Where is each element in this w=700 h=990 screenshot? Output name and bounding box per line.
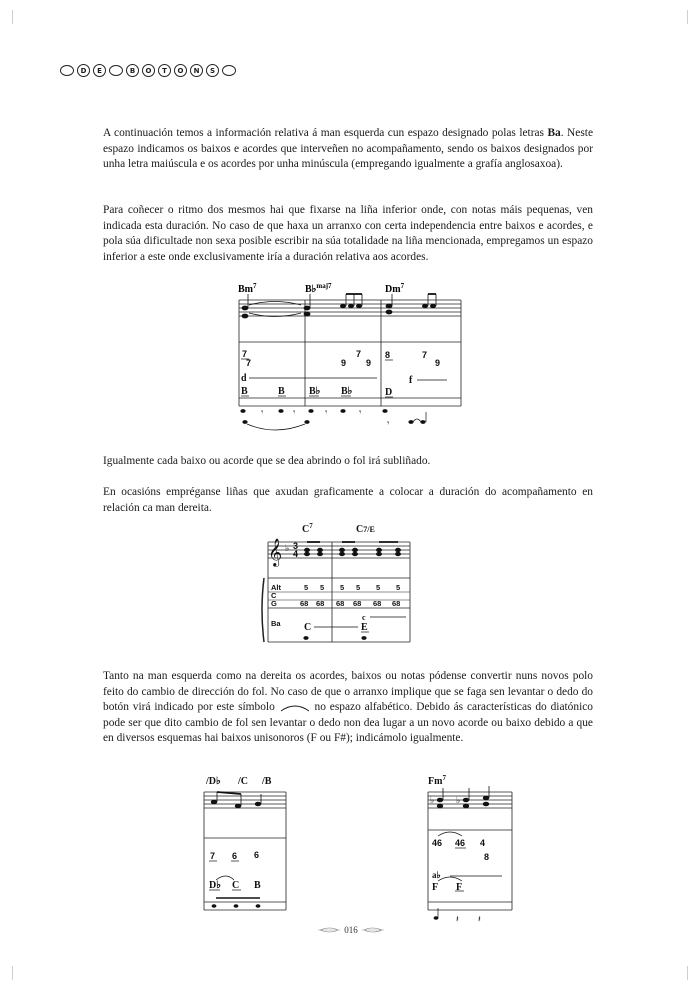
- bass-lines: [314, 617, 406, 632]
- svg-text:C7/E: [356, 524, 375, 535]
- button-number: 4: [480, 838, 486, 848]
- button-number: 5: [376, 583, 381, 592]
- bass-e: E: [361, 622, 368, 633]
- label-g: G: [271, 599, 277, 608]
- svg-text:Dm7: [385, 282, 405, 295]
- button-number: 5: [396, 583, 401, 592]
- bass-chord-c: c: [362, 613, 366, 622]
- figure-4-notation: [420, 772, 520, 932]
- g-numbers: [300, 599, 400, 608]
- svg-text:𝄾: 𝄾: [387, 418, 390, 428]
- bass-chord-d: d: [241, 373, 247, 384]
- tie-symbol-icon: [279, 703, 311, 713]
- button-number: 8: [484, 852, 490, 862]
- paragraph-left-hand-intro: [103, 126, 593, 173]
- button-number: 7: [210, 851, 216, 861]
- chord-superscript: maj7: [316, 282, 332, 290]
- text-span: no espazo alfabético. Debido ás características do diatónico pode ser que dito cambio de fol sen levantar o dedo non dea lugar a un novo acorde ou baixo debido a que en diversos esquemas hai baixos unisonoros (F ou F#); indicámolo igualmente.: [103, 701, 593, 745]
- corner-mark-bottom-right: [674, 966, 688, 980]
- page-number: 016: [344, 925, 358, 935]
- button-number: 9: [341, 358, 347, 368]
- flat-icon: ♭: [285, 543, 290, 553]
- logo-letter: E: [93, 64, 106, 77]
- corner-mark-top-right: [674, 10, 688, 24]
- row-labels: [271, 583, 282, 628]
- button-number: 68: [373, 599, 382, 608]
- chord-slash-b: /B: [262, 776, 272, 787]
- bass-b: B: [254, 880, 261, 891]
- chord-superscript: 7: [253, 282, 257, 290]
- bass-bb: B♭: [341, 386, 353, 397]
- svg-text:𝄾: 𝄾: [261, 407, 264, 417]
- melody-notes: [437, 796, 489, 809]
- rhythm-stems: [247, 412, 426, 430]
- button-number: 7: [356, 349, 362, 359]
- time-sig-top: 3: [293, 541, 299, 551]
- svg-text:B♭maj7: [305, 282, 332, 295]
- button-number: 68: [336, 599, 345, 608]
- paragraph-rhythm: Para coñecer o ritmo dos mesmos hai que fixarse na liña inferior onde, con notas máis pequenas, ven indicada esta duración. No caso de que haxa un arranxo con certa independencia entre baixos e acordes, e pola súa dificultade non sexa posible escribir na súa totalidade na liña mencionada, empregamos un espazo inferior a este onde exclusivamente iría a duración relativa aos acordes.: [103, 204, 593, 263]
- corner-mark-bottom-left: [12, 966, 26, 980]
- button-number: 68: [392, 599, 401, 608]
- button-number: 5: [340, 583, 345, 592]
- button-number: 6: [254, 850, 260, 860]
- figure-2-svg: [258, 520, 428, 645]
- svg-text:Bm7: [238, 282, 257, 295]
- figure-2-notation: [258, 520, 428, 645]
- logo-letter: O: [142, 64, 155, 77]
- chord-fm: Fm: [428, 776, 443, 787]
- staff-lines: [204, 792, 286, 808]
- flat-icon: ♭: [430, 795, 435, 805]
- button-number: 5: [356, 583, 361, 592]
- system-frame: [428, 792, 512, 910]
- chord-superscript: 7: [442, 774, 446, 782]
- chord-c7: C: [302, 524, 310, 535]
- button-number: 68: [353, 599, 362, 608]
- chord-c7e: C: [356, 524, 364, 535]
- bold-term-ba: Ba: [547, 127, 561, 139]
- svg-text:𝄾: 𝄾: [359, 407, 362, 417]
- figure-4-svg: [420, 772, 520, 932]
- figure-3-svg: [196, 772, 296, 922]
- button-number: 68: [316, 599, 325, 608]
- chord-symbols: [205, 776, 272, 787]
- svg-text:𝄾: 𝄾: [293, 407, 296, 417]
- svg-text:C7: [302, 522, 313, 535]
- bass-f: F: [456, 882, 463, 893]
- bass-chord-f: f: [409, 375, 413, 386]
- bass-b: B: [241, 386, 248, 397]
- svg-text:𝄽: 𝄽: [478, 914, 481, 924]
- button-number: 46: [432, 838, 443, 848]
- chord-symbols: [238, 282, 405, 295]
- button-number: 9: [435, 358, 441, 368]
- logo-button-blank: [222, 65, 236, 76]
- bass-letters: [432, 870, 462, 893]
- figure-1-notation: [225, 280, 475, 432]
- bass-letters: [241, 373, 413, 398]
- button-number: 5: [304, 583, 309, 592]
- header-logo: [60, 64, 236, 77]
- logo-letter: O: [174, 64, 187, 77]
- page-folio: [318, 923, 384, 937]
- text-span: . Neste espazo indicamos os baixos e acordes que interveñen no acompañamento, sendo os baixos designados por unha letra maiúscula e os acordes por unha minúscula (empregando igualmente a grafía anglosaxoa).: [103, 127, 593, 171]
- chord-slash-db: /D♭: [206, 776, 221, 787]
- chord-dm: Dm: [385, 284, 401, 295]
- time-sig-bottom: 4: [293, 549, 299, 559]
- button-number: 9: [366, 358, 372, 368]
- rhythm-notes: [303, 636, 366, 640]
- bass-letters: [304, 613, 368, 633]
- svg-text:𝄾: 𝄾: [325, 407, 328, 417]
- logo-letter: B: [126, 64, 139, 77]
- flat-icon: ♭: [456, 795, 461, 805]
- underlines: [209, 861, 239, 880]
- chord-superscript: 7: [400, 282, 405, 290]
- button-number: 6: [232, 851, 238, 861]
- logo-button-blank: [60, 65, 74, 76]
- button-number: 46: [455, 838, 466, 848]
- button-number: 5: [320, 583, 325, 592]
- melody-notes: [304, 548, 401, 556]
- rhythm-notes: [212, 904, 261, 908]
- alt-numbers: [304, 583, 400, 592]
- bass-bb: B♭: [309, 386, 321, 397]
- chord-superscript: 7: [309, 522, 313, 530]
- time-signature: [293, 541, 298, 559]
- logo-letter: T: [158, 64, 171, 77]
- chord-fm7: [428, 774, 446, 787]
- logo-letter: S: [206, 64, 219, 77]
- figure-1-svg: [225, 280, 475, 432]
- paragraph-bellows-change: [103, 669, 593, 747]
- bass-db: D♭: [209, 880, 221, 891]
- chord-bbmaj: B♭: [305, 284, 317, 295]
- label-alt: Alt: [271, 583, 281, 592]
- system-frame: [204, 792, 286, 910]
- logo-button-blank: [109, 65, 123, 76]
- svg-text:𝄽: 𝄽: [456, 914, 459, 924]
- bass-letters: [209, 880, 261, 891]
- bass-b: B: [278, 386, 285, 397]
- bass-chord-ab: a♭: [432, 870, 441, 880]
- rhythm-rests: [456, 914, 481, 924]
- text-span: A continuación temos a información relativa á man esquerda cun espazo designado polas letras: [103, 127, 548, 139]
- label-c: C: [271, 591, 277, 600]
- button-number: 7: [242, 349, 248, 359]
- bass-f: F: [432, 882, 439, 893]
- label-ba: Ba: [271, 619, 281, 628]
- button-numbers: [432, 838, 489, 862]
- chord-slash-c: /C: [238, 776, 248, 787]
- button-numbers: [242, 349, 440, 368]
- figure-3-notation: [196, 772, 296, 922]
- bass-c: C: [232, 880, 240, 891]
- corner-mark-top-left: [12, 10, 26, 24]
- paragraph-underlined-note: Igualmente cada baixo ou acorde que se dea abrindo o fol irá subliñado.: [103, 455, 431, 467]
- button-number: 7: [422, 350, 428, 360]
- button-number: 8: [385, 350, 391, 360]
- bass-d: D: [385, 387, 393, 398]
- ties-underlines: [438, 832, 502, 891]
- button-number: 68: [300, 599, 309, 608]
- logo-letter: D: [77, 64, 90, 77]
- button-number: 7: [246, 358, 252, 368]
- paragraph-duration-lines: En ocasións empréganse liñas que axudan graficamente a colocar a duración do acompañamento en relación ca man dereita.: [103, 486, 593, 514]
- chord-symbols: [302, 522, 375, 535]
- text-span: Tanto na man esquerda como na dereita os acordes, baixos ou notas pódense convertir nuns novos polo feito do cambio de dirección do fol. No caso de que o arranxo implique que se faga sen levantar o dedo do botón virá indicado por este símbolo: [103, 670, 593, 714]
- logo-letter: N: [190, 64, 203, 77]
- bass-c: C: [304, 622, 312, 633]
- button-numbers: [210, 850, 259, 861]
- treble-clef-icon: 𝄞: [268, 538, 283, 566]
- rhythm-notes: [240, 409, 425, 424]
- chord-suffix: 7/E: [363, 525, 375, 534]
- chord-bm: Bm: [238, 284, 253, 295]
